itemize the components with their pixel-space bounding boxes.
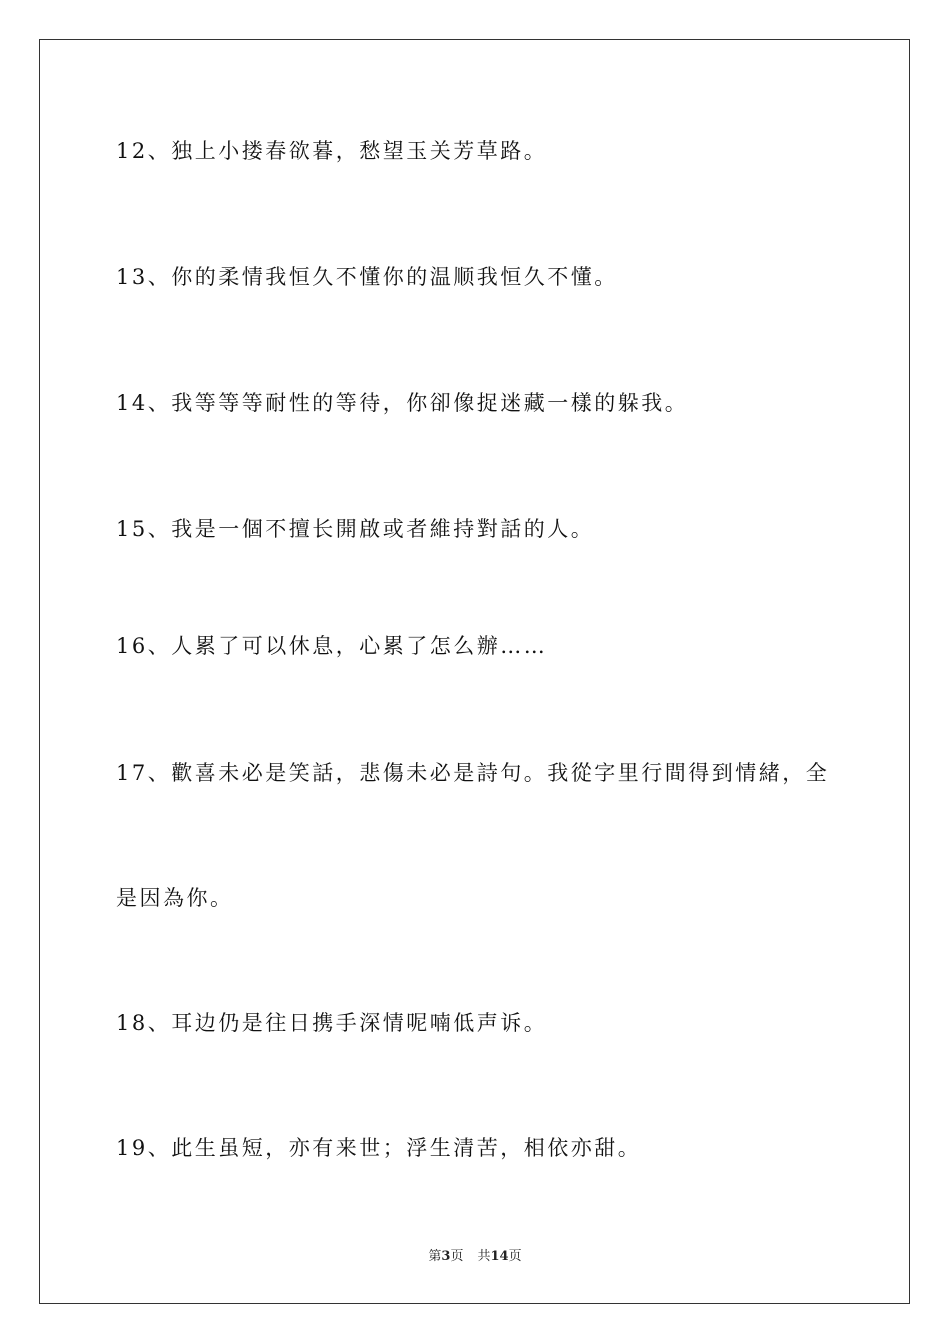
text-line-17-continued: 是因為你。 [116,886,234,910]
text-line-12: 12、独上小搂春欲暮，愁望玉关芳草路。 [116,139,548,163]
footer-page-number: 3 [441,1249,451,1264]
text-line-18: 18、耳边仍是往日携手深情呢喃低声诉。 [116,1011,548,1035]
text-line-13: 13、你的柔情我恒久不懂你的温顺我恒久不懂。 [116,265,618,289]
text-line-16: 16、人累了可以休息，心累了怎么辦…… [116,634,548,658]
footer-page-prefix: 第 [428,1249,442,1264]
footer-total-prefix: 共 [477,1249,491,1264]
text-line-15: 15、我是一個不擅长開啟或者維持對話的人。 [116,517,595,541]
footer-page-suffix: 页 [450,1249,464,1264]
page-footer [0,1248,950,1266]
text-line-19: 19、此生虽短，亦有来世；浮生清苦，相依亦甜。 [116,1136,642,1160]
footer-total-number: 14 [490,1249,509,1264]
text-line-17: 17、歡喜未必是笑話，悲傷未必是詩句。我從字里行間得到情緒，全 [116,761,830,785]
text-line-14: 14、我等等等耐性的等待，你卻像捉迷藏一樣的躲我。 [116,391,689,415]
page-border [39,39,910,1304]
footer-total-suffix: 页 [508,1249,522,1264]
